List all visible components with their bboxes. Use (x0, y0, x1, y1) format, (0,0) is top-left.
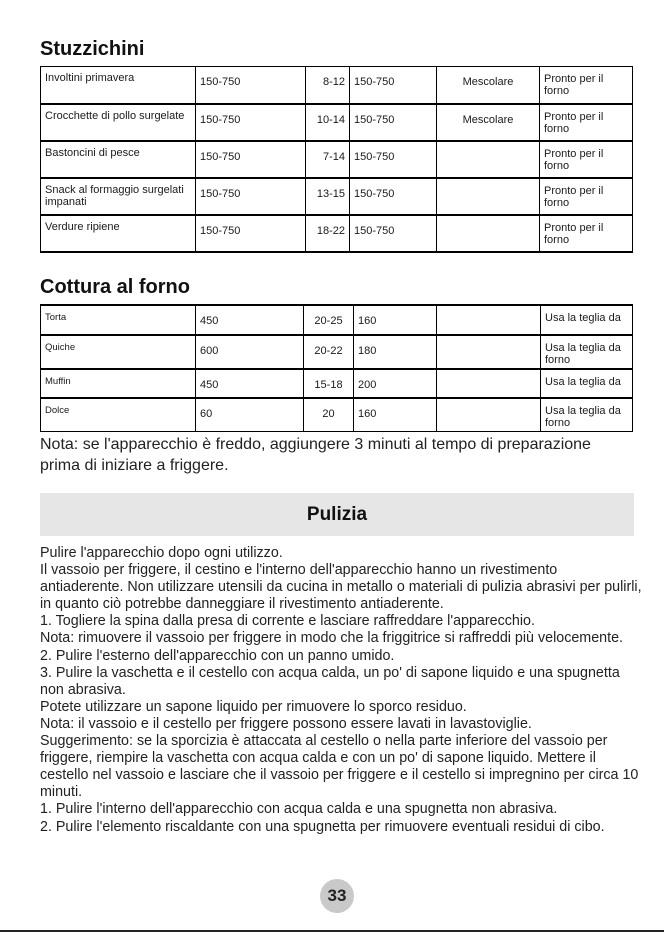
table-cell-temp: 200 (354, 369, 437, 399)
cleaning-instructions (40, 545, 644, 836)
cold-appliance-note: Nota: se l'apparecchio è freddo, aggiungere 3 minuti al tempo di preparazione prima di iniziare a friggere. (40, 436, 591, 474)
footer-rule (0, 930, 664, 932)
table-cell-note: Pronto per il forno (540, 141, 633, 178)
cleaning-paragraph: Pulire l'apparecchio dopo ogni utilizzo. (40, 545, 283, 561)
table-cell-note: Usa la teglia da forno (541, 335, 633, 369)
table-row (41, 398, 633, 432)
table-cell-food: Torta (41, 305, 196, 335)
table-cell-temp: 150-750 (350, 215, 437, 252)
table-cell-temp: 150-750 (350, 141, 437, 178)
table-cell-time: 10-14 (306, 104, 350, 141)
table-cell-food: Quiche (41, 335, 196, 369)
table-row (41, 141, 633, 178)
baking-table (40, 304, 633, 432)
table-cell-note: Pronto per il forno (540, 104, 633, 141)
table-row (41, 215, 633, 252)
table-cell-shake (437, 398, 541, 432)
cleaning-paragraph: Il vassoio per friggere, il cestino e l'interno dell'apparecchio hanno un rivestimento antiaderente. Non utilizzare utensili da cucina in metallo o materiali di pulizia abrasivi per pulirli, in quanto ciò potrebbe danneggiare il rivestimento antiaderente. (40, 562, 642, 613)
cleaning-paragraph: 3. Pulire la vaschetta e il cestello con acqua calda, un po' di sapone liquido e una spugnetta non abrasiva. (40, 664, 620, 698)
table-cell-food: Verdure ripiene (41, 215, 196, 252)
table-cell-shake (437, 178, 540, 215)
table-cell-shake: Mescolare (437, 67, 540, 104)
table-row (41, 335, 633, 369)
snacks-table-body (41, 67, 633, 252)
cleaning-title: Pulizia (306, 503, 368, 525)
table-cell-qty: 150-750 (196, 104, 306, 141)
table-cell-qty: 150-750 (196, 215, 306, 252)
table-cell-temp: 150-750 (350, 104, 437, 141)
cleaning-paragraph: Potete utilizzare un sapone liquido per rimuovere lo sporco residuo. (40, 698, 467, 715)
cleaning-banner (40, 493, 634, 536)
table-cell-qty: 450 (196, 369, 304, 399)
table-cell-time: 20-25 (304, 305, 354, 335)
table-cell-qty: 60 (196, 398, 304, 432)
table-cell-shake (437, 215, 540, 252)
table-row (41, 178, 633, 215)
table-cell-temp: 180 (354, 335, 437, 369)
cleaning-paragraph: 1. Togliere la spina dalla presa di corrente e lasciare raffreddare l'apparecchio. (40, 613, 535, 630)
table-cell-temp: 160 (354, 398, 437, 432)
cleaning-paragraph: 1. Pulire l'interno dell'apparecchio con acqua calda e una spugnetta non abrasiva. (40, 801, 558, 818)
table-cell-note: Pronto per il forno (540, 67, 633, 104)
cleaning-paragraph: 2. Pulire l'esterno dell'apparecchio con un panno umido. (40, 647, 395, 664)
table-row (41, 305, 633, 335)
table-cell-qty: 150-750 (196, 178, 306, 215)
table-cell-note: Usa la teglia da (541, 305, 633, 335)
table-cell-shake: Mescolare (437, 104, 540, 141)
cleaning-paragraph: 2. Pulire l'elemento riscaldante con una spugnetta per rimuovere eventuali residui di cibo. (40, 818, 605, 835)
cleaning-paragraph: Suggerimento: se la sporcizia è attaccata al cestello o nella parte inferiore del vassoio per friggere, riempire la vaschetta con acqua calda e con un po' di sapone liquido. Mettere il cestello nel vassoio e lasciare che il vassoio per friggere e il cestello si impregnino per circa 10 minuti. (40, 733, 639, 801)
table-cell-time: 7-14 (306, 141, 350, 178)
table-cell-shake (437, 141, 540, 178)
table-cell-food: Muffin (41, 369, 196, 399)
table-cell-shake (437, 369, 541, 399)
table-row (41, 369, 633, 399)
baking-table-body (41, 305, 633, 432)
table-cell-time: 13-15 (306, 178, 350, 215)
table-cell-time: 20 (304, 398, 354, 432)
table-cell-qty: 150-750 (196, 67, 306, 104)
table-row (41, 104, 633, 141)
table-cell-time: 20-22 (304, 335, 354, 369)
table-cell-temp: 160 (354, 305, 437, 335)
table-cell-qty: 450 (196, 305, 304, 335)
section-title-snacks: Stuzzichini (40, 38, 145, 60)
table-cell-note: Usa la teglia da forno (541, 398, 633, 432)
table-cell-qty: 150-750 (196, 141, 306, 178)
table-cell-time: 15-18 (304, 369, 354, 399)
table-cell-time: 8-12 (306, 67, 350, 104)
table-cell-note: Usa la teglia da (541, 369, 633, 399)
table-cell-food: Involtini primavera (41, 67, 196, 104)
page-number: 33 (327, 886, 347, 905)
table-cell-note: Pronto per il forno (540, 178, 633, 215)
table-cell-time: 18-22 (306, 215, 350, 252)
table-cell-note: Pronto per il forno (540, 215, 633, 252)
page-number-badge (320, 879, 354, 913)
table-cell-food: Snack al formaggio surgelati impanati (41, 178, 196, 215)
table-cell-shake (437, 335, 541, 369)
table-cell-shake (437, 305, 541, 335)
table-cell-food: Dolce (41, 398, 196, 432)
snacks-table (40, 66, 633, 253)
table-cell-qty: 600 (196, 335, 304, 369)
cleaning-paragraph: Nota: il vassoio e il cestello per friggere possono essere lavati in lavastoviglie. (40, 715, 532, 732)
table-cell-food: Bastoncini di pesce (41, 141, 196, 178)
table-row (41, 67, 633, 104)
table-cell-temp: 150-750 (350, 67, 437, 104)
table-cell-food: Crocchette di pollo surgelate (41, 104, 196, 141)
section-title-baking: Cottura al forno (40, 276, 190, 298)
table-cell-temp: 150-750 (350, 178, 437, 215)
cleaning-paragraph: Nota: rimuovere il vassoio per friggere in modo che la friggitrice si raffreddi più velocemente. (40, 630, 624, 647)
